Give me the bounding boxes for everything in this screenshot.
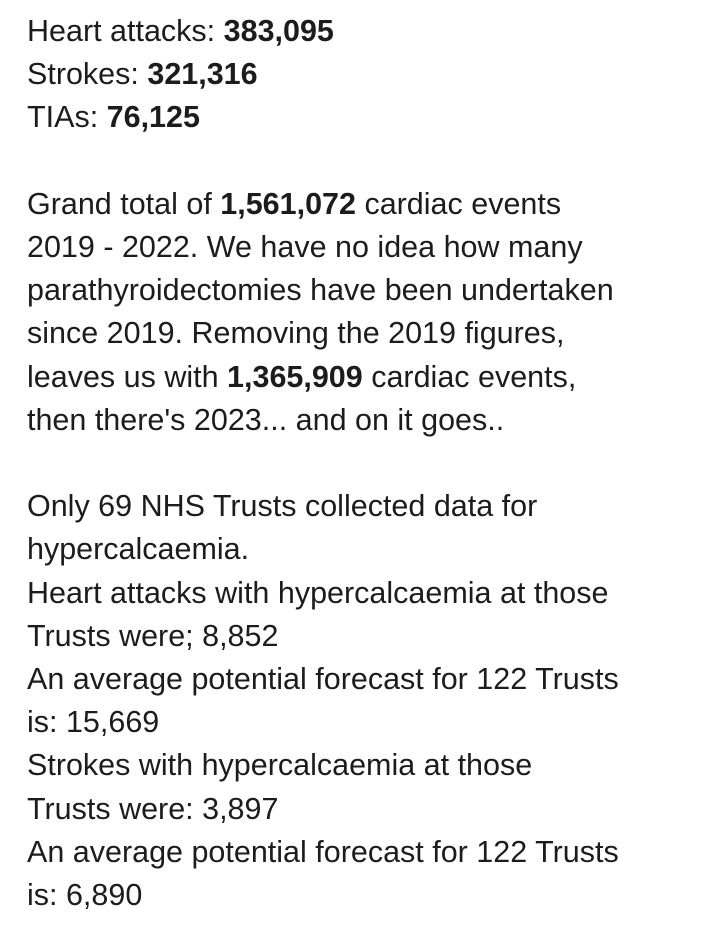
grand-total-pre: Grand total of xyxy=(27,186,221,221)
remaining-total-pre: leaves us with xyxy=(27,359,228,394)
strokes-value: 321,316 xyxy=(147,57,258,92)
tias-line xyxy=(27,96,710,139)
paragraph2-line: An average potential forecast for 122 Trusts xyxy=(27,834,619,869)
paragraph1-line4: since 2019. Removing the 2019 figures, xyxy=(27,316,565,351)
paragraph2-line: Only 69 NHS Trusts collected data for xyxy=(27,489,538,524)
grand-total-line xyxy=(27,183,710,226)
paragraph1-line2: 2019 - 2022. We have no idea how many xyxy=(27,230,583,264)
heart-attacks-value: 383,095 xyxy=(223,14,334,48)
heart-attacks-label: Heart attacks: xyxy=(27,14,224,48)
paragraph1-line3: parathyroidectomies have been undertaken xyxy=(27,273,614,308)
paragraph-gap xyxy=(27,140,710,183)
remaining-total-value: 1,365,909 xyxy=(227,359,363,394)
paragraph2-line: Strokes with hypercalcaemia at those xyxy=(27,748,533,783)
grand-total-post: cardiac events xyxy=(355,186,562,221)
paragraph2-line: Heart attacks with hypercalcaemia at those xyxy=(27,575,609,610)
paragraph2-line: Trusts were; 8,852 xyxy=(27,618,279,653)
paragraph-gap xyxy=(27,442,710,485)
paragraph1-line6: then there's 2023... and on it goes.. xyxy=(27,402,505,437)
strokes-label: Strokes: xyxy=(27,57,148,92)
remaining-total-post: cardiac events, xyxy=(362,359,577,394)
paragraph2-line: An average potential forecast for 122 Trusts xyxy=(27,662,619,697)
remaining-total-line xyxy=(27,356,710,399)
grand-total-value: 1,561,072 xyxy=(220,186,356,221)
strokes-line xyxy=(27,53,710,96)
tias-label: TIAs: xyxy=(27,100,107,135)
paragraph2-line: Trusts were: 3,897 xyxy=(27,791,279,826)
heart-attacks-line xyxy=(27,10,710,53)
paragraph2-line: hypercalcaemia. xyxy=(27,532,250,567)
tias-value: 76,125 xyxy=(106,100,200,135)
paragraph2-line: is: 15,669 xyxy=(27,705,160,740)
paragraph2-line: is: 6,890 xyxy=(27,878,143,913)
